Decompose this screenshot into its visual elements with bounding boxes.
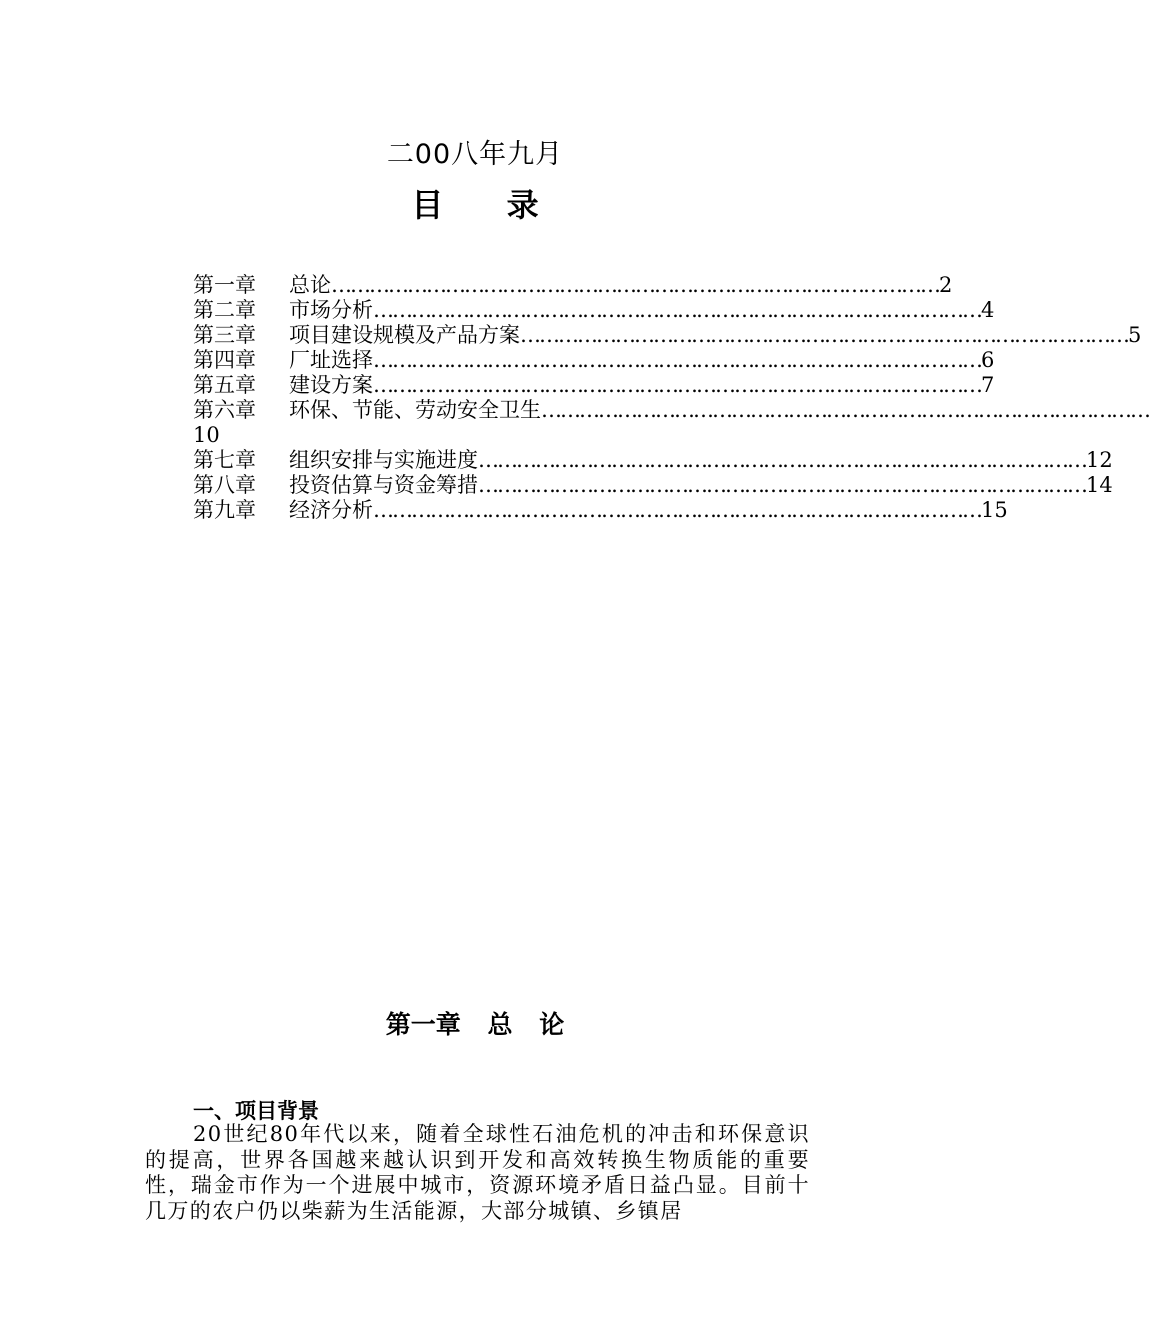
toc-page-number: 14 bbox=[1086, 473, 1113, 497]
toc-page-number: 6 bbox=[981, 348, 995, 372]
toc-chapter-title: 建设方案 bbox=[289, 373, 373, 397]
toc-leader-dots: …………………………………………………………………………………… bbox=[373, 498, 981, 522]
toc-page-number: 10 bbox=[193, 423, 220, 447]
toc-leader-dots: …………………………………………………………………………………… bbox=[520, 323, 1128, 347]
toc-chapter-title: 组织安排与实施进度 bbox=[289, 448, 478, 472]
toc-chapter-title: 项目建设规模及产品方案 bbox=[289, 323, 520, 347]
toc-entry bbox=[193, 398, 1149, 423]
toc-page-number: 5 bbox=[1128, 323, 1142, 347]
toc-chapter: 第二章 bbox=[193, 298, 256, 322]
toc-page-number: 2 bbox=[939, 273, 953, 297]
toc-page-number: 4 bbox=[981, 298, 995, 322]
toc-chapter-title: 总论 bbox=[289, 273, 331, 297]
toc-chapter-title: 经济分析 bbox=[289, 498, 373, 522]
toc-chapter: 第一章 bbox=[193, 273, 256, 297]
toc-chapter: 第五章 bbox=[193, 373, 256, 397]
toc-chapter-title: 市场分析 bbox=[289, 298, 373, 322]
toc-leader-dots: …………………………………………………………………………………… bbox=[373, 348, 981, 372]
toc-title: 目 录 bbox=[411, 186, 539, 224]
toc-chapter: 第九章 bbox=[193, 498, 256, 522]
toc-chapter-title: 厂址选择 bbox=[289, 348, 373, 372]
toc-chapter-title: 投资估算与资金筹措 bbox=[289, 473, 478, 497]
toc-page-number: 7 bbox=[981, 373, 995, 397]
toc-chapter: 第六章 bbox=[193, 398, 256, 422]
toc-chapter: 第四章 bbox=[193, 348, 256, 372]
document-date: 二00八年九月 bbox=[386, 139, 564, 170]
toc-entry bbox=[193, 448, 1113, 473]
toc-chapter: 第七章 bbox=[193, 448, 256, 472]
chapter-heading: 第一章 总 论 bbox=[385, 1010, 565, 1039]
toc-leader-dots: …………………………………………………………………………………… bbox=[331, 273, 939, 297]
toc-leader-dots: …………………………………………………………………………………… bbox=[373, 373, 981, 397]
toc-chapter-title: 环保、节能、劳动安全卫生 bbox=[289, 398, 541, 422]
toc-page-number: 15 bbox=[981, 498, 1008, 522]
toc-chapter: 第三章 bbox=[193, 323, 256, 347]
toc-entry bbox=[193, 298, 995, 323]
toc-leader-dots: …………………………………………………………………………………… bbox=[478, 448, 1086, 472]
toc-entry bbox=[193, 348, 995, 373]
toc-leader-dots: …………………………………………………………………………………… bbox=[373, 298, 981, 322]
toc-page-number: 12 bbox=[1086, 448, 1113, 472]
toc-entry bbox=[193, 323, 1142, 348]
toc-chapter: 第八章 bbox=[193, 473, 256, 497]
toc-entry bbox=[193, 273, 953, 298]
toc-entry bbox=[193, 473, 1113, 498]
body-paragraph: 20世纪80年代以来，随着全球性石油危机的冲击和环保意识的提高，世界各国越来越认识到开发和高效转换生物质能的重要性，瑞金市作为一个进展中城市，资源环境矛盾日益凸显。目前十几万的农户仍以柴薪为生活能源，大部分城镇、乡镇居 bbox=[145, 1122, 810, 1223]
toc-entry bbox=[193, 373, 995, 398]
toc-entry bbox=[193, 498, 1008, 523]
toc-leader-dots: …………………………………………………………………………………… bbox=[541, 398, 1149, 422]
table-of-contents bbox=[193, 273, 1149, 523]
section-heading: 一、项目背景 bbox=[193, 1099, 319, 1123]
toc-leader-dots: …………………………………………………………………………………… bbox=[478, 473, 1086, 497]
